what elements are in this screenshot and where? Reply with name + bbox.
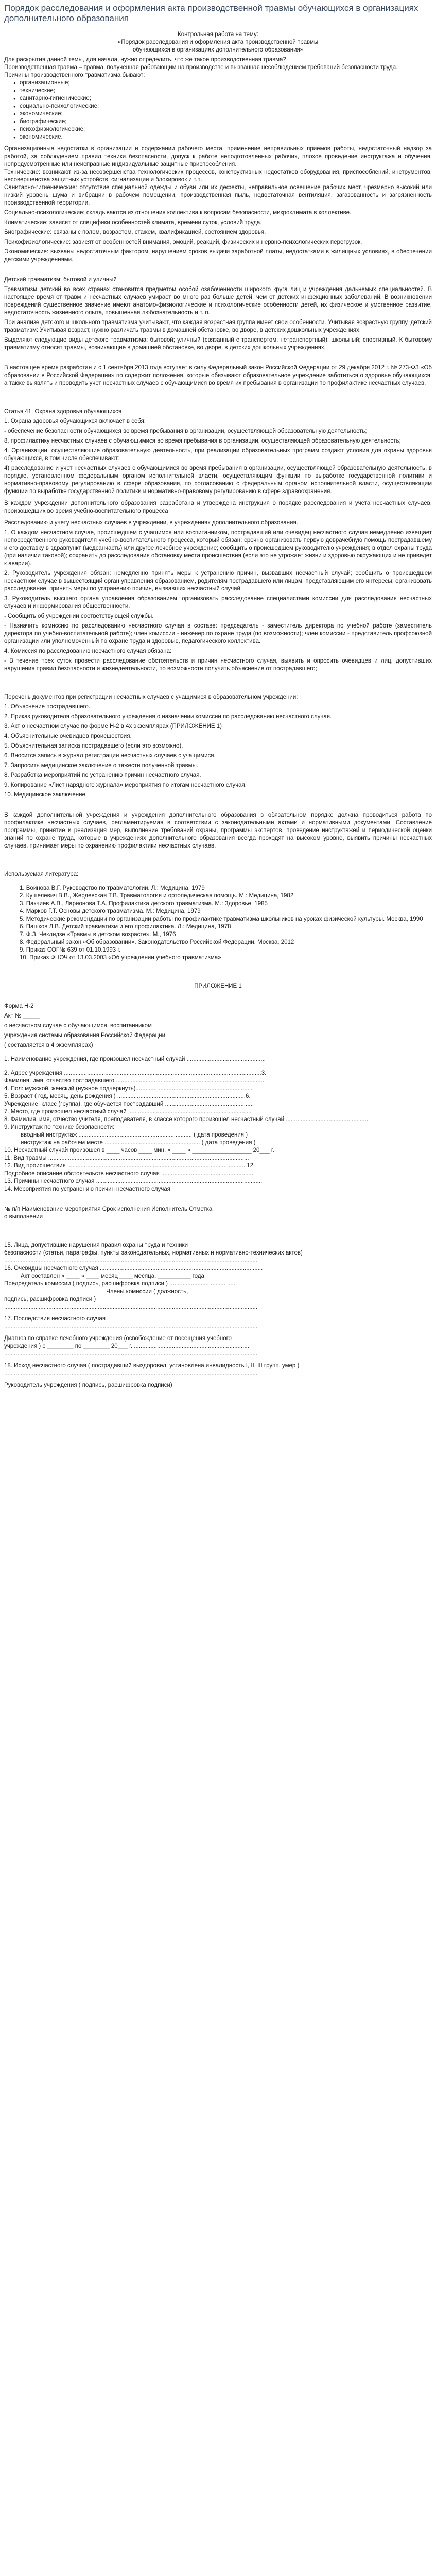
list-item: 2. Приказ руководителя образовательного учреждения о назначении комиссии по расследованию несчастного случая. <box>4 714 332 720</box>
list-item: ● организационные; <box>20 79 432 87</box>
intro-paragraph: Производственная травма – травма, полученная работающим на производстве и вызванная несоблюдением требований безопасности труда. <box>4 64 398 71</box>
paragraph-econ-causes: Экономические: вызваны недостаточным фактором, нарушением сроков выдачи заработной платы, недостатками в жилищных условиях, в обеспечении детскими учреждениями. <box>4 249 432 263</box>
section-heading: Статья 41. Охрана здоровья обучающихся <box>4 409 122 415</box>
form-field: 16. Очевидцы несчастного случая ................................................................................................... <box>4 1265 263 1272</box>
list-item: ● санитарно-гигиенические; <box>20 95 432 103</box>
paragraph-org-causes: Организационные недостатки в организации и содержании рабочего места, применение неправильных приемов работы, недостаточный надзор за работой, за соблюдением правил техники безопасности, допуск к работе неподготовленных рабочих, плохое проведение инструктажа и обучения, непредусмотренные или неисправные индивидуальные защитные приспособления. <box>4 146 432 167</box>
causes-list <box>4 79 432 141</box>
form-field: учреждения ) с ________ по ________ 20___ г. ....................................................................... <box>4 1343 251 1349</box>
form-field: 4. Пол: мужской, женский (нужное подчеркнуть)....................................................................... <box>4 1086 253 1092</box>
paragraph-bio-causes: Биографические: связаны с полом, возрастом, стажем, квалификацией, состоянием здоровья. <box>4 229 266 235</box>
child-paragraph: Травматизм детский во всех странах становится предметом особой озабоченности широкого круга лиц и учреждения дальнемых специальностей. В настоящее время от травм и несчастных случаев умирает во много раз больше детей, чем от детских инфекционных заболеваний. В возникновении повреждений существенное значение имеют анатомо-физиологические и психологические особенности детей, их физическое и умственное развитие, недостаточность жизненного опыта, повышенная любознательность и т. п. <box>4 286 432 316</box>
form-field: Члены комиссии ( должность, <box>4 1289 188 1295</box>
list-item: 8. Федеральный закон «Об образовании». Законодательство Российской Федерации. Москва, 2012 <box>20 939 294 945</box>
paragraph-psy-causes: Психофизиологические: зависят от особенностей внимания, эмоций, реакций, физических и нервно-психологических перегрузок. <box>4 239 362 245</box>
form-field: 15. Лица, допустившие нарушения правил охраны труда и техники <box>4 1242 188 1248</box>
article-paragraph: - Сообщить об учреждении соответствующей службы. <box>4 613 154 619</box>
form-field: 5. Возраст ( год, месяц, день рождения ) ..............................................................................6. <box>4 1093 251 1099</box>
table-header: о выполнении <box>4 1214 43 1220</box>
list-item: 4. Объяснительные очевидцев происшествия. <box>4 733 132 739</box>
article-paragraph: 8. профилактику несчастных случаев с обучающимися во время пребывания в организации, осуществляющей образовательную деятельность; <box>4 438 401 444</box>
article-paragraph: - обеспечение безопасности обучающихся во время пребывания в организации, осуществляющей образовательную деятельность; <box>4 428 367 434</box>
article-paragraph: 1. Охрана здоровья обучающихся включает в себя: <box>4 418 146 425</box>
article-paragraph: - В течение трех суток провести расследование обстоятельств и причин несчастного случая, выявить и опросить очевидцев и лиц, допустивших нарушения правил безопасности и жизнедеятельности, по возможности получить объяснение от пострадавшего; <box>4 658 432 672</box>
form-field: .......................................................................................................................................................... <box>4 1304 258 1310</box>
form-institution: учреждения системы образования Российской Федерации <box>4 1032 166 1039</box>
form-field: Диагноз по справке лечебного учреждения (освобождение от посещения учебного <box>4 1335 232 1342</box>
form-field: Фамилия, имя, отчество пострадавшего .......................................................................................... <box>4 1078 264 1084</box>
list-item: 2. Кушелевич В.В., Жердевская Т.В. Травматология и ортопедическая помощь. М.: Медицина, 1982 <box>20 893 294 899</box>
list-item: ● биографические; <box>20 118 432 126</box>
intro-paragraph: Причины производственного травматизма бывают: <box>4 72 145 78</box>
article-paragraph: Расследованию и учету несчастных случаев в учреждении, в учреждениях дополнительного образования. <box>4 520 298 526</box>
form-field: Учреждение, класс (группа), где обучается пострадавший ...................................................... <box>4 1101 254 1107</box>
article-paragraph: 4) расследование и учет несчастных случаев с обучающимися во время пребывания в организации, осуществляющей образовательную деятельность, в порядке, установленном федеральным органом исполнительной власти, осуществляющим функции по выработке государственной политики и нормативно-правовому регулированию в сфере образования, по согласованию с федеральным органом исполнительной власти, осуществляющим функции по выработке государственной политики и нормативно-правовому регулированию в сфере здравоохранения. <box>4 465 432 495</box>
appendix-title: ПРИЛОЖЕНИЕ 1 <box>194 983 242 989</box>
form-field: 7. Место, где произошел несчастный случай ........................................................................... <box>4 1109 252 1115</box>
list-item: 4. Марков Г.Т. Основы детского травматизма. М.: Медицина, 1979 <box>20 908 201 914</box>
list-item: 7. Запросить медицинское заключение о тяжести полученной травмы. <box>4 762 199 769</box>
paragraph-tech-causes: Технические: возникают из-за несовершенства технологических процессов, конструктивных недостатков оборудования, приспособлений, инструментов, несовершенства защитных устройств, сигнализации и блокировок и т.п. <box>4 169 432 183</box>
form-field: 18. Исход несчастного случая ( пострадавший выздоровел, установлена инвалидность I, II, III групп, умер ) <box>4 1363 300 1369</box>
form-field: инструктаж на рабочем месте .......................................................... ( дата проведения ) <box>4 1140 256 1146</box>
form-field: 12. Вид происшествия .............................................................................................................12. <box>4 1163 255 1169</box>
article-paragraph: 2. Руководитель учреждения обязан: немедленно принять меры к устранению причин, вызвавших несчастный случай; сообщить о происшедшем несчастном случае в вышестоящий орган управления образованием, родителям пострадавшего или лицам, представляющим его интересы; организовать расследование, принять меры по устранению причин, вызвавших несчастный случай. <box>4 570 432 592</box>
form-n2 <box>4 1003 432 1389</box>
list-item: ● экономические. <box>20 133 432 141</box>
literature-list <box>4 885 432 962</box>
form-field: 1. Наименование учреждения, где произошел несчастный случай ................................................ <box>4 1056 266 1062</box>
article-paragraph: 4. Организации, осуществляющие образовательную деятельность, при реализации образовательных программ создают условия для охраны здоровья обучающихся, в том числе обеспечивают: <box>4 448 432 462</box>
list-item: 1. Объяснение пострадавшего. <box>4 704 91 710</box>
list-item: ● социально-психологические; <box>20 103 432 110</box>
list-item: 5. Методические рекомендации по организации работы по профилактике травматизма школьников на уроках физической культуры. Москва, 1990 <box>20 916 423 922</box>
form-field: 13. Причины несчастного случая ..................................................................................................... <box>4 1178 263 1184</box>
form-field: .......................................................................................................................................................... <box>4 1370 258 1377</box>
list-item: ● психофизиологические; <box>20 126 432 133</box>
form-name: Форма Н-2 <box>4 1003 34 1009</box>
article-paragraph: 3. Руководитель высшего органа управления образованием, организовать расследование специалистами комиссии для расследования несчастных случаев и информирования общественности. <box>4 596 432 609</box>
form-field: подпись, расшифровка подписи ) <box>4 1296 96 1302</box>
form-copies: ( составляется в 4 экземплярах) <box>4 1042 93 1048</box>
list-item: 3. Акт о несчастном случае по форме Н-2 в 4х экземплярах (ПРИЛОЖЕНИЕ 1) <box>4 723 222 730</box>
list-item: 6. Пашков Л.В. Детский травматизм и его профилактика. Л.: Медицина, 1978 <box>20 924 231 930</box>
final-paragraph: В каждой дополнительной учреждения и учреждения дополнительного образования в обязательном порядке должна проводиться работа по профилактике несчастных случаев, регламентируемая в соответствии с законодательными актами и нормативными документами. Составление программы, принятие и реализация мер, выполнение требований охраны, программы экспертов, проведение инструктажей и периодической оценки знаний по охране труда, которые в учреждениях дополнительного образования всегда проходят на высоком уровне, выявить причины несчастных случаев, принимает меры по охранению профилактики несчастных случаев. <box>4 812 432 849</box>
article-paragraph: 1. О каждом несчастном случае, происшедшем с учащимся или воспитанником, пострадавший или очевидец несчастного случая немедленно извещает непосредственного руководителя учебно-воспитательного процесса, который обязан: срочно организовать первую доврачебную помощь пострадавшему и его доставку в здравпункт (медсанчасть) или другое лечебное учреждение; сообщить о происшедшем руководителю учреждения; в отдел охраны труда (при наличии таковой); сохранить до расследования обстановку места происшествия (если это не угрожает жизни и здоровью окружающих и не приведет к аварии). <box>4 530 432 567</box>
list-item: ● технические; <box>20 87 432 95</box>
header-line: «Порядок расследования и оформления акта производственной травмы <box>117 39 319 45</box>
list-item: 5. Объяснительная записка пострадавшего (если это возможно). <box>4 743 183 749</box>
section-heading: Детский травматизм: бытовой и уличный <box>4 277 117 283</box>
list-item: 6. Вносится запись в журнал регистрации несчастных случаев с учащимися. <box>4 753 216 759</box>
child-paragraph: В настоящее время разработан и с 1 сентября 2013 года вступает в силу Федеральный закон Российской Федерации от 29 декабря 2012 г. № 273-ФЗ «Об образовании в Российской Федерации» по содержит положения, которые обязывают образовательное учреждение заботиться о здоровье обучающихся, а также выявлять и проводить учет несчастных случаев с обучающимися во время их пребывания в организации по профилактике несчастных случаев. <box>4 365 432 386</box>
form-field: 11. Вид травмы .......................................................................................................................... <box>4 1155 249 1161</box>
form-field: Подробное описание обстоятельств несчастного случая ......................................................... <box>4 1171 255 1177</box>
article-paragraph: В каждом учреждении дополнительного образования разработана и утверждена инструкция о порядке расследования и учета несчастных случаев, произошедших во время учебно-воспитательного процесса <box>4 500 432 514</box>
form-about: о несчастном случае с обучающимся, воспитанником <box>4 1023 152 1029</box>
document-title: Порядок расследования и оформления акта производственной травмы обучающихся в организациях дополнительного образования <box>4 3 418 23</box>
form-field: вводный инструктаж ..................................................................... ( дата проведения ) <box>4 1132 248 1138</box>
list-item: 9. Приказ СОГ№ 639 от 01.10.1993 г. <box>20 947 121 953</box>
header-line: Контрольная работа на тему: <box>178 31 258 38</box>
form-field: .......................................................................................................................................................... <box>4 1351 258 1357</box>
list-item: ● экономические; <box>20 110 432 118</box>
article-paragraph: 4. Комиссия по расследованию несчастного случая обязана: <box>4 648 172 654</box>
list-item: 10. Приказ ФНОЧ от 13.03.2003 «Об учреждении учебного травматизма» <box>20 955 221 961</box>
work-header <box>4 31 432 54</box>
list-item: 9. Копирование «Лист нарядного журнала» мероприятия по итогам несчастного случая. <box>4 782 247 788</box>
form-act-number: Акт № _____ <box>4 1013 40 1019</box>
paragraph-clim-causes: Климатические: зависят от специфики особенностей климата, времени суток, условий труда. <box>4 219 262 226</box>
form-field: 9. Инструктаж по технике безопасности: <box>4 1124 115 1130</box>
form-field: 2. Адрес учреждения ........................................................................................................................3. <box>4 1070 267 1076</box>
paragraph-san-causes: Санитарно-гигиенические: отсутствие специальной одежды и обуви или их дефекты, неправильное освещение рабочих мест, чрезмерно высокий или низкий уровень шума и вибрации в рабочем помещении, производственная пыль, недостаточная вентиляция, загазованность и загрязненность производственной территории. <box>4 184 432 206</box>
form-field: Руководитель учреждения ( подпись, расшифровка подписи) <box>4 1382 172 1388</box>
list-item: 7. Ф.З. Чеклидзе «Травмы в детском возрасте». М., 1976 <box>20 931 176 938</box>
form-field: 10. Несчастный случай произошел в ____ часов ____ мин. « ____ » __________________ 20___ г. <box>4 1147 274 1154</box>
list-item: 10. Медицинское заключение. <box>4 792 88 798</box>
list-item: 1. Войнова В.Г. Руководство по травматологии. Л.: Медицина, 1979 <box>20 885 205 891</box>
article-paragraph: - Назначить комиссию по расследованию несчастного случая в составе: председатель - заместитель директора по учебной работе (заместитель директора по учебно-воспитательной работе); член комиссии - инженер по охране труда (по возможности); член комиссии - представитель профсоюзной организации или уполномоченный по охране труда и здоровью, педагогического коллектива. <box>4 623 432 645</box>
form-field: .......................................................................................................................................................... <box>4 1258 258 1264</box>
form-field: .......................................................................................................................................................... <box>4 1324 258 1330</box>
form-field: 17. Последствия несчастного случая <box>4 1316 106 1322</box>
child-paragraph: Выделяют следующие виды детского травматизма: бытовой; уличный (связанный с транспортом, нетранспортный); школьный; спортивный. К бытовому травматизму относят травмы, возникающие в домашней обстановке, во дворе, в детских дошкольных учреждениях. <box>4 337 432 351</box>
form-field: Председатель комиссии ( подпись, расшифровка подписи ) ......................................... <box>4 1281 237 1287</box>
list-item: 3. Пакчиев А.В., Ларионова Т.А. Профилактика детского травматизма. М.: Здоровье, 1985 <box>20 901 268 907</box>
paragraph-soc-causes: Социально-психологические: складываются из отношения коллектива к вопросам безопасности, микроклимата в коллективе. <box>4 210 352 216</box>
section-heading: Используемая литература: <box>4 871 79 877</box>
table-header: № п/п Наименование мероприятия Срок исполнения Исполнитель Отметка <box>4 1206 213 1212</box>
header-line: обучающихся в организациях дополнительного образования» <box>132 47 304 53</box>
form-field: безопасности (статьи, параграфы, пункты законодательных, нормативных и нормативно-технических актов) <box>4 1250 303 1256</box>
form-field: Акт составлен « ____ » ____ месяц ____ месяца, __________ года. <box>4 1273 206 1279</box>
section-heading: Перечень документов при регистрации несчастных случаев с учащимися в образовательном учреждении: <box>4 694 298 700</box>
form-field: 8. Фамилия, имя, отчество учителя, преподавателя, в классе которого произошел несчастный случай .................................................. <box>4 1116 369 1123</box>
intro-paragraph: Для раскрытия данной темы, для начала, нужно определить, что же такое производственная травма? <box>4 57 286 63</box>
list-item: 8. Разработка мероприятий по устранению причин несчастного случая. <box>4 772 201 778</box>
child-paragraph: При анализе детского и школьного травматизма учитывают, что каждая возрастная группа имеет свои особенности. Учитывая возрастную группу, детский травматизм: Учитывая возраст, нужно различать травмы в домашней обстановке, во дворе, в детских дошкольных учреждениях. <box>4 319 432 333</box>
form-field: 14. Мероприятия по устранению причин несчастного случая <box>4 1186 170 1192</box>
